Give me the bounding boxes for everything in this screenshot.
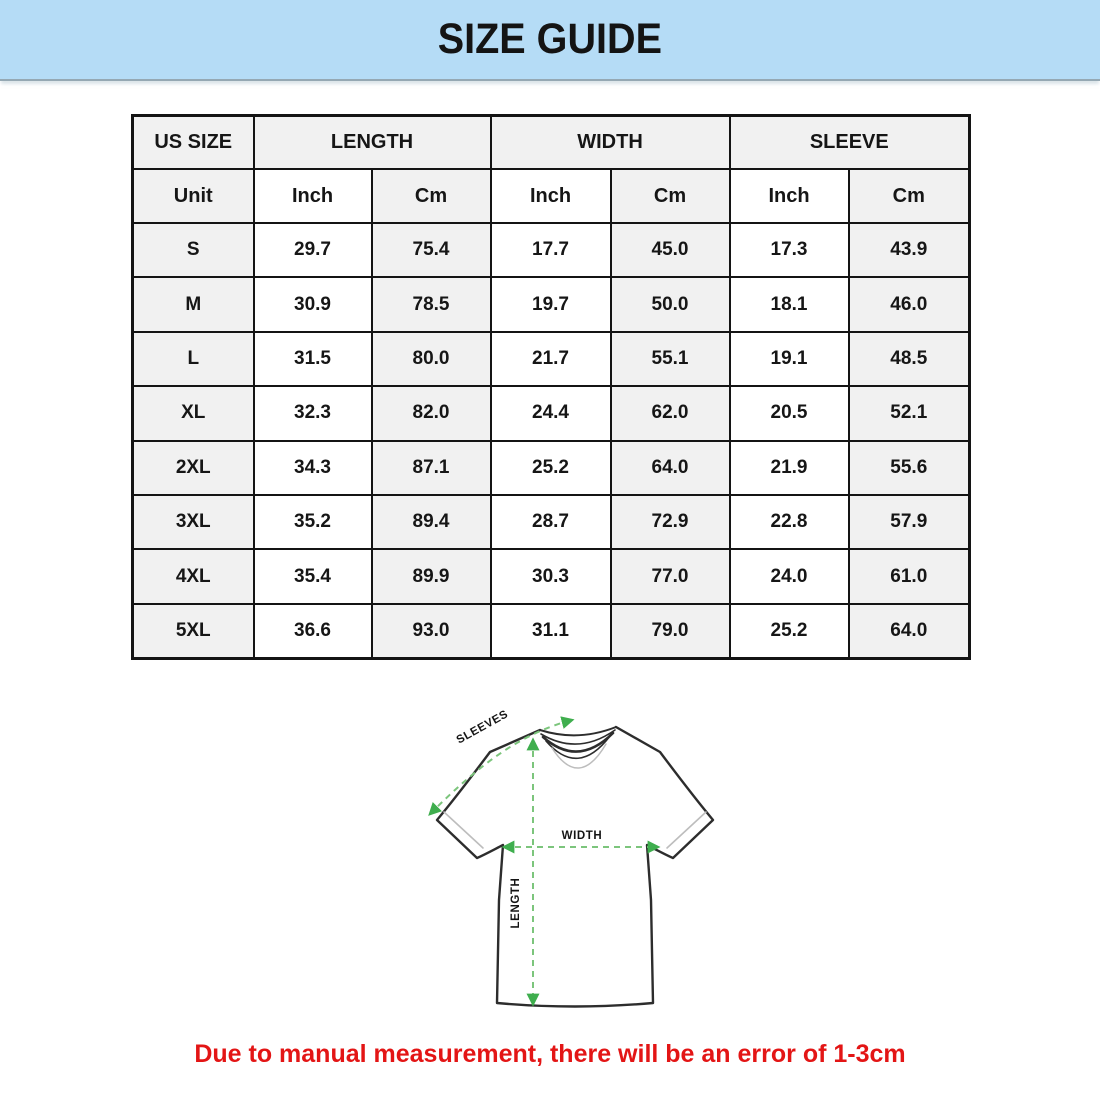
width-cm-value: 79.0 bbox=[611, 604, 730, 659]
group-header-row bbox=[133, 116, 970, 170]
size-label: 5XL bbox=[133, 604, 254, 659]
sleeve-arrow-icon bbox=[430, 720, 572, 814]
width-cm-value: 50.0 bbox=[611, 277, 730, 331]
width-cm-value: 64.0 bbox=[611, 441, 730, 495]
measurement-arrows bbox=[430, 720, 658, 1004]
table-row-xl bbox=[133, 386, 970, 440]
width-inch-value: 17.7 bbox=[491, 223, 611, 277]
column-header-us-size: US SIZE bbox=[133, 116, 254, 170]
sleeve-cm-value: 46.0 bbox=[849, 277, 970, 331]
column-header-sleeve: SLEEVE bbox=[730, 116, 970, 170]
page-title: SIZE GUIDE bbox=[437, 15, 663, 63]
table-row-m bbox=[133, 277, 970, 331]
sleeve-inch-header: Inch bbox=[730, 169, 849, 223]
size-label: 3XL bbox=[133, 495, 254, 549]
sleeve-inch-value: 21.9 bbox=[730, 441, 849, 495]
size-label: M bbox=[133, 277, 254, 331]
table-row-5xl bbox=[133, 604, 970, 659]
width-inch-value: 30.3 bbox=[491, 549, 611, 603]
length-cm-value: 75.4 bbox=[372, 223, 491, 277]
size-label: 2XL bbox=[133, 441, 254, 495]
width-label: WIDTH bbox=[561, 830, 603, 842]
length-cm-value: 89.4 bbox=[372, 495, 491, 549]
length-label: LENGTH bbox=[510, 877, 522, 929]
sleeve-inch-value: 19.1 bbox=[730, 332, 849, 386]
length-inch-value: 32.3 bbox=[254, 386, 372, 440]
length-cm-value: 93.0 bbox=[372, 604, 491, 659]
width-cm-value: 62.0 bbox=[611, 386, 730, 440]
sleeve-inch-value: 22.8 bbox=[730, 495, 849, 549]
sleeves-label: SLEEVES bbox=[454, 708, 511, 747]
length-cm-value: 78.5 bbox=[372, 277, 491, 331]
unit-label: Unit bbox=[133, 169, 254, 223]
table-row-l bbox=[133, 332, 970, 386]
size-label: L bbox=[133, 332, 254, 386]
length-inch-value: 34.3 bbox=[254, 441, 372, 495]
title-banner bbox=[0, 0, 1100, 81]
column-header-length: LENGTH bbox=[254, 116, 491, 170]
width-inch-value: 31.1 bbox=[491, 604, 611, 659]
measurement-disclaimer: Due to manual measurement, there will be an error of 1-3cm bbox=[194, 1040, 906, 1068]
width-inch-header: Inch bbox=[491, 169, 611, 223]
size-label: S bbox=[133, 223, 254, 277]
table-row-4xl bbox=[133, 549, 970, 603]
table-row-2xl bbox=[133, 441, 970, 495]
size-label: 4XL bbox=[133, 549, 254, 603]
width-inch-value: 28.7 bbox=[491, 495, 611, 549]
sleeve-cm-header: Cm bbox=[849, 169, 970, 223]
sleeve-cm-value: 64.0 bbox=[849, 604, 970, 659]
width-cm-value: 72.9 bbox=[611, 495, 730, 549]
length-inch-value: 35.4 bbox=[254, 549, 372, 603]
width-inch-value: 25.2 bbox=[491, 441, 611, 495]
table-row-s bbox=[133, 223, 970, 277]
length-inch-value: 35.2 bbox=[254, 495, 372, 549]
length-cm-value: 89.9 bbox=[372, 549, 491, 603]
width-cm-header: Cm bbox=[611, 169, 730, 223]
table-row-3xl bbox=[133, 495, 970, 549]
sleeve-inch-value: 25.2 bbox=[730, 604, 849, 659]
sleeve-cm-value: 52.1 bbox=[849, 386, 970, 440]
size-chart-table bbox=[131, 114, 971, 660]
length-cm-value: 87.1 bbox=[372, 441, 491, 495]
width-inch-value: 19.7 bbox=[491, 277, 611, 331]
sleeve-cm-value: 61.0 bbox=[849, 549, 970, 603]
width-cm-value: 45.0 bbox=[611, 223, 730, 277]
width-inch-value: 24.4 bbox=[491, 386, 611, 440]
unit-header-row bbox=[133, 169, 970, 223]
length-inch-value: 31.5 bbox=[254, 332, 372, 386]
tshirt-measurement-diagram bbox=[400, 690, 750, 1040]
length-inch-value: 29.7 bbox=[254, 223, 372, 277]
length-cm-value: 80.0 bbox=[372, 332, 491, 386]
length-inch-value: 30.9 bbox=[254, 277, 372, 331]
length-cm-value: 82.0 bbox=[372, 386, 491, 440]
sleeve-inch-value: 17.3 bbox=[730, 223, 849, 277]
sleeve-inch-value: 18.1 bbox=[730, 277, 849, 331]
width-cm-value: 55.1 bbox=[611, 332, 730, 386]
size-label: XL bbox=[133, 386, 254, 440]
sleeve-cm-value: 57.9 bbox=[849, 495, 970, 549]
length-cm-header: Cm bbox=[372, 169, 491, 223]
sleeve-inch-value: 20.5 bbox=[730, 386, 849, 440]
length-inch-value: 36.6 bbox=[254, 604, 372, 659]
sleeve-cm-value: 43.9 bbox=[849, 223, 970, 277]
sleeve-cm-value: 48.5 bbox=[849, 332, 970, 386]
width-inch-value: 21.7 bbox=[491, 332, 611, 386]
sleeve-inch-value: 24.0 bbox=[730, 549, 849, 603]
sleeve-cm-value: 55.6 bbox=[849, 441, 970, 495]
column-header-width: WIDTH bbox=[491, 116, 730, 170]
length-inch-header: Inch bbox=[254, 169, 372, 223]
width-cm-value: 77.0 bbox=[611, 549, 730, 603]
